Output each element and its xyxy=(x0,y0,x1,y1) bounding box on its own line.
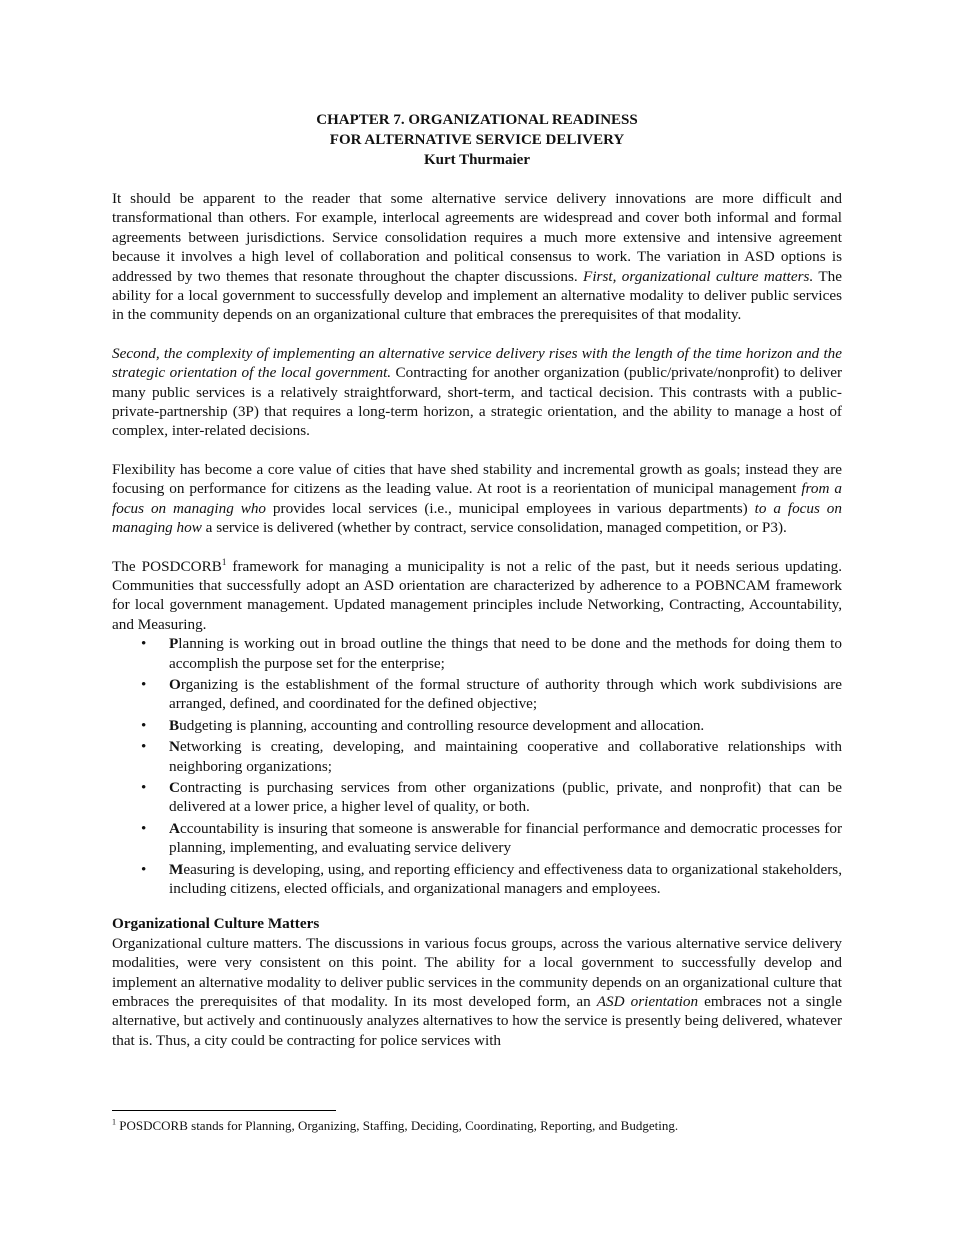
list-item: • Accountability is insuring that someone is answerable for financial performance and democratic processes for planning, implementing, and evaluating service delivery xyxy=(141,819,842,857)
footnote-reference: 1 xyxy=(221,556,227,567)
paragraph-posdcorb: The POSDCORB$^1$ framework for managing a municipality is not a relic of the past, but it needs serious updating. Communities that successfully adopt an ASD orientation are characterized by adherence to a POBNCAM framework for local government management. Updated management principles include Networking, Contracting, Accountability, and Measuring. xyxy=(112,556,842,633)
bullet-icon: • xyxy=(141,675,147,693)
list-item: • Budgeting is planning, accounting and controlling resource development and allocation. xyxy=(141,716,705,734)
bullet-icon: • xyxy=(141,635,147,653)
chapter-title-block xyxy=(112,110,842,170)
document-page xyxy=(112,110,842,1050)
paragraph-flexibility: Flexibility has become a core value of cities that have shed stability and incremental growth as goals; instead they are focusing on performance for citizens as the leading value. At root is a reorientation of municipal management from a focus on managing who provides local services (i.e., municipal employees in various departments) to a focus on managing how a service is delivered (whether by contract, service consolidation, managed competition, or P3). xyxy=(112,460,842,537)
list-item: • Organizing is the establishment of the formal structure of authority through which work subdivisions are arranged, defined, and coordinated for the defined objective; xyxy=(141,675,842,713)
chapter-author: Kurt Thurmaier xyxy=(424,152,530,168)
bullet-icon: • xyxy=(141,716,147,734)
list-item: • Networking is creating, developing, and maintaining cooperative and collaborative relationships with neighboring organizations; xyxy=(141,738,842,775)
list-item: • Measuring is developing, using, and reporting efficiency and effectiveness data to organizational stakeholders, including citizens, elected officials, and organizational managers and employees. xyxy=(141,860,842,897)
paragraph-culture: Organizational culture matters. The discussions in various focus groups, across the various alternative service delivery modalities, were very consistent on this point. The ability for a local government to successfully develop and implement an alternative modality to deliver public services in the community depends on an organizational culture that embraces the prerequisites of that modality. In its most developed form, an ASD orientation embraces not a single alternative, but actively and continuously analyzes alternatives to how the service is presently being delivered, whatever that is. Thus, a city could be contracting for police services with xyxy=(112,934,843,1049)
list-item: • Contracting is purchasing services from other organizations (public, private, and nonprofit) that can be delivered at a lower price, a higher level of quality, or both. xyxy=(141,778,842,816)
section-heading: Organizational Culture Matters xyxy=(112,915,320,933)
paragraph-intro: It should be apparent to the reader that some alternative service delivery innovations are more difficult and transformational than others. For example, interlocal agreements are widespread and cover both informal and formal agreements between jurisdictions. Service consolidation requires a much more extensive and intensive agreement because it involves a high level of collaboration and political consensus to work. The variation in ASD options is addressed by two themes that resonate throughout the chapter discussions. First, organizational culture matters. The ability for a local government to successfully develop and implement an alternative modality to deliver public services in the community depends on an organizational culture that embraces the prerequisites of that modality. xyxy=(112,190,842,324)
chapter-title-line-1: CHAPTER 7. ORGANIZATIONAL READINESS xyxy=(316,112,638,128)
footnote-marker: 1 xyxy=(112,1117,116,1127)
list-item: • Planning is working out in broad outline the things that need to be done and the methods for doing them to accomplish the purpose set for the enterprise; xyxy=(141,635,842,672)
bullet-icon: • xyxy=(141,819,147,837)
chapter-title-line-2: FOR ALTERNATIVE SERVICE DELIVERY xyxy=(329,132,625,148)
footnote-divider xyxy=(112,1110,336,1111)
paragraph-complexity: Second, the complexity of implementing an alternative service delivery rises with the length of the time horizon and the strategic orientation of the local government. Contracting for another organization (public/private/nonprofit) to deliver many public services is a relatively straightforward, short-term, and tactical decision. This contrasts with a public-private-partnership (3P) that requires a long-term horizon, a strategic orientation, and the ability to manage a host of complex, inter-related decisions. xyxy=(112,344,842,440)
bullet-icon: • xyxy=(141,778,147,796)
bullet-icon: • xyxy=(141,738,147,756)
footnote: $^1$ POSDCORB stands for Planning, Organizing, Staffing, Deciding, Coordinating, Reporting, and Budgeting. xyxy=(112,1117,679,1133)
bullet-icon: • xyxy=(141,860,147,878)
pobncam-list xyxy=(112,634,842,898)
